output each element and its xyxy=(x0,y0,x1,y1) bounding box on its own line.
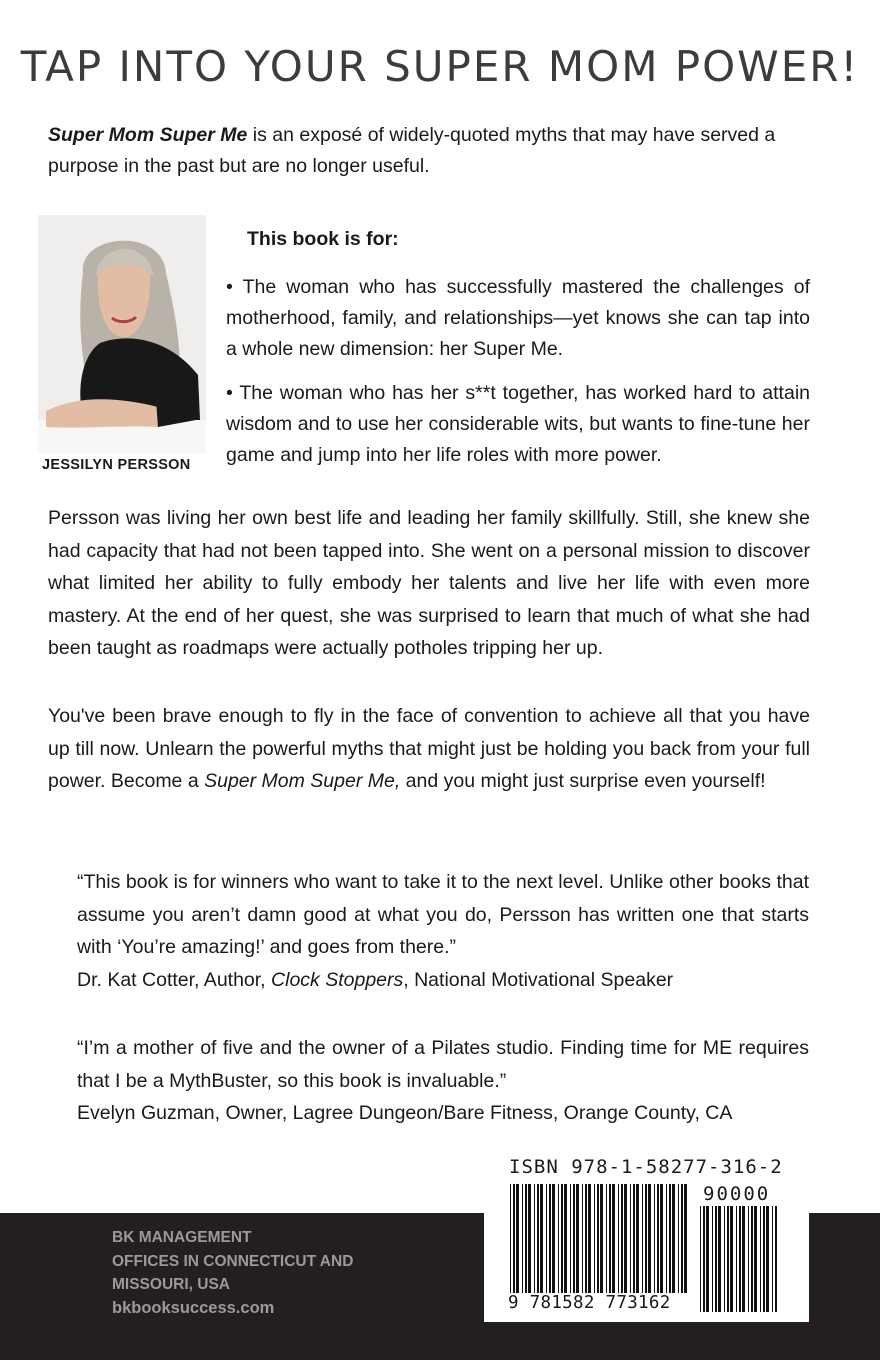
testimonial-quote: “This book is for winners who want to take it to the next level. Unlike other books that assume you aren’t damn good at what you do, Persson has written one that starts with ‘You’re amazing!’ and goes from there.” xyxy=(77,871,809,958)
barcode-bar xyxy=(718,1206,721,1312)
barcode-bar xyxy=(724,1206,725,1312)
author-portrait-image xyxy=(38,215,206,453)
barcode-bar xyxy=(775,1206,777,1312)
price-code: 90000 xyxy=(703,1183,771,1205)
barcode-bar xyxy=(748,1206,749,1312)
testimonial-attribution: Dr. Kat Cotter, Author, Clock Stoppers, National Motivational Speaker xyxy=(77,968,674,991)
paragraph-text: You've been brave enough to fly in the face of convention to achieve all that you have up till now. Unlearn the powerful myths that might just be holding you back from your full power. Become a xyxy=(48,705,810,792)
headline: TAP INTO YOUR SUPER MOM POWER! xyxy=(20,42,860,91)
barcode-bar xyxy=(712,1206,713,1312)
intro-paragraph xyxy=(48,120,818,182)
publisher-offices: OFFICES IN CONNECTICUT AND xyxy=(112,1252,354,1270)
barcode-bar xyxy=(739,1206,741,1312)
barcode-bar xyxy=(760,1206,761,1312)
barcode-bar xyxy=(730,1206,733,1312)
paragraph-text: and you might just surprise even yourself! xyxy=(400,770,766,792)
barcode-bar xyxy=(742,1206,745,1312)
ean-digits: 9 781582 773162 xyxy=(508,1293,688,1313)
barcode-bar xyxy=(766,1206,769,1312)
book-title: Super Mom Super Me xyxy=(48,124,248,146)
publisher-website: bkbooksuccess.com xyxy=(112,1298,275,1317)
barcode-bar xyxy=(736,1206,737,1312)
addon-barcode xyxy=(700,1206,780,1312)
publisher-offices: MISSOURI, USA xyxy=(112,1276,230,1293)
publisher-name: BK MANAGEMENT xyxy=(112,1229,252,1246)
barcode-bar xyxy=(763,1206,765,1312)
barcode-bar xyxy=(715,1206,717,1312)
barcode-bar xyxy=(772,1206,773,1312)
audience-bullet: • The woman who has her s**t together, has worked hard to attain wisdom and to use her considerable wits, but wants to fine-tune her game and jump into her life roles with more power. xyxy=(226,382,810,466)
intro-text: is an exposé of widely-quoted myths that may have served a purpose in the past but are no longer useful. xyxy=(48,124,776,177)
book-title-inline: Super Mom Super Me, xyxy=(204,770,401,792)
barcode-bar xyxy=(706,1206,709,1312)
book-title-inline: Clock Stoppers xyxy=(271,968,404,991)
barcode-bar xyxy=(727,1206,729,1312)
audience-heading: This book is for: xyxy=(247,228,399,250)
testimonial-attribution: Evelyn Guzman, Owner, Lagree Dungeon/Bare Fitness, Orange County, CA xyxy=(77,1102,733,1124)
testimonial xyxy=(77,1032,809,1130)
isbn-label: ISBN 978-1-58277-316-2 xyxy=(509,1156,783,1178)
barcode-bar xyxy=(751,1206,753,1312)
testimonial xyxy=(77,866,809,996)
barcode-bar xyxy=(700,1206,701,1312)
testimonial-quote: “I’m a mother of five and the owner of a Pilates studio. Finding time for ME requires that I be a MythBuster, so this book is invaluable.” xyxy=(77,1037,809,1092)
body-paragraph xyxy=(48,700,810,798)
publisher-info xyxy=(112,1226,442,1320)
barcode-bar xyxy=(754,1206,757,1312)
author-photo xyxy=(38,215,206,453)
barcode-bar xyxy=(703,1206,705,1312)
author-name: JESSILYN PERSSON xyxy=(42,457,191,473)
audience-bullet: • The woman who has successfully mastered the challenges of motherhood, family, and relationships—yet knows she can tap into a whole new dimension: her Super Me. xyxy=(226,276,810,360)
body-paragraph: Persson was living her own best life and leading her family skillfully. Still, she knew she had capacity that had not been tapped into. She went on a personal mission to discover what limited her ability to fully embody her talents and live her life with even more mastery. At the end of her quest, she was surprised to learn that much of what she had been taught as roadmaps were actually potholes tripping her up. xyxy=(48,507,810,659)
